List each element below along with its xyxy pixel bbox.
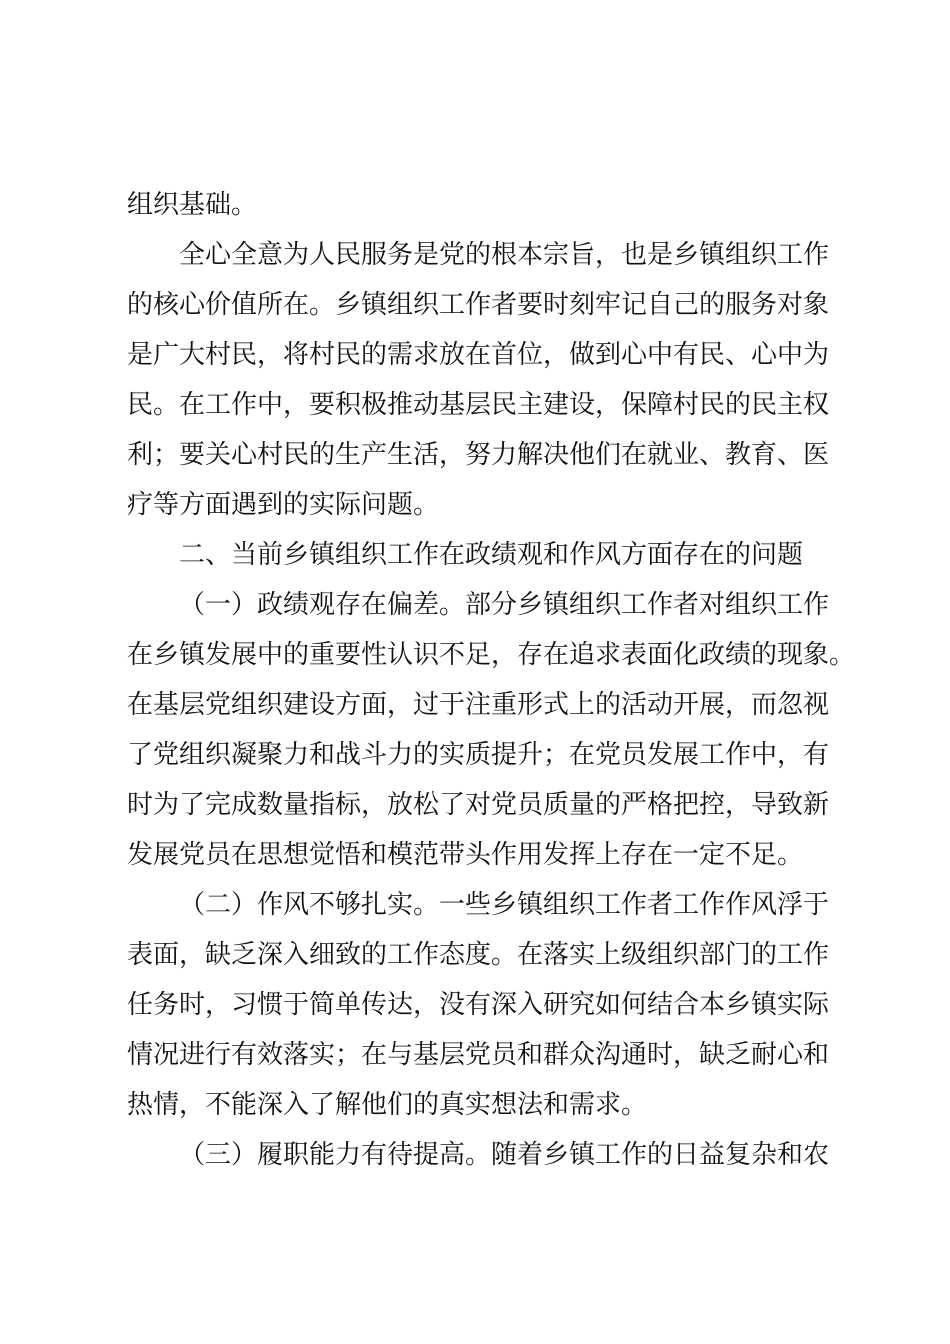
text-line: 时为了完成数量指标，放松了对党员质量的严格把控，导致新 bbox=[127, 790, 830, 820]
text-line: 的核心价值所在。乡镇组织工作者要时刻牢记自己的服务对象 bbox=[127, 290, 830, 320]
paragraph-first-line: 全心全意为人民服务是党的根本宗旨，也是乡镇组织工作 bbox=[179, 240, 830, 270]
paragraph-first-line: （一）政绩观存在偏差。部分乡镇组织工作者对组织工作 bbox=[179, 590, 830, 620]
text-line: 组织基础。 bbox=[127, 190, 258, 220]
text-line: 热情，不能深入了解他们的真实想法和需求。 bbox=[127, 1090, 648, 1120]
section-heading: 二、当前乡镇组织工作在政绩观和作风方面存在的问题 bbox=[179, 540, 804, 570]
text-line: 利；要关心村民的生产生活，努力解决他们在就业、教育、医 bbox=[127, 440, 830, 470]
text-line: 是广大村民，将村民的需求放在首位，做到心中有民、心中为 bbox=[127, 340, 830, 370]
text-line: 表面，缺乏深入细致的工作态度。在落实上级组织部门的工作 bbox=[127, 940, 830, 970]
paragraph-first-line: （二）作风不够扎实。一些乡镇组织工作者工作作风浮于 bbox=[179, 890, 830, 920]
text-line: 任务时，习惯于简单传达，没有深入研究如何结合本乡镇实际 bbox=[127, 990, 830, 1020]
text-line: 发展党员在思想觉悟和模范带头作用发挥上存在一定不足。 bbox=[127, 840, 804, 870]
paragraph-first-line: （三）履职能力有待提高。随着乡镇工作的日益复杂和农 bbox=[179, 1140, 830, 1170]
text-line: 了党组织凝聚力和战斗力的实质提升；在党员发展工作中，有 bbox=[127, 740, 830, 770]
text-line: 在乡镇发展中的重要性认识不足，存在追求表面化政绩的现象。 bbox=[127, 640, 856, 670]
text-line: 情况进行有效落实；在与基层党员和群众沟通时，缺乏耐心和 bbox=[127, 1040, 830, 1070]
text-line: 疗等方面遇到的实际问题。 bbox=[127, 490, 440, 520]
text-line: 民。在工作中，要积极推动基层民主建设，保障村民的民主权 bbox=[127, 390, 830, 420]
text-line: 在基层党组织建设方面，过于注重形式上的活动开展，而忽视 bbox=[127, 690, 830, 720]
